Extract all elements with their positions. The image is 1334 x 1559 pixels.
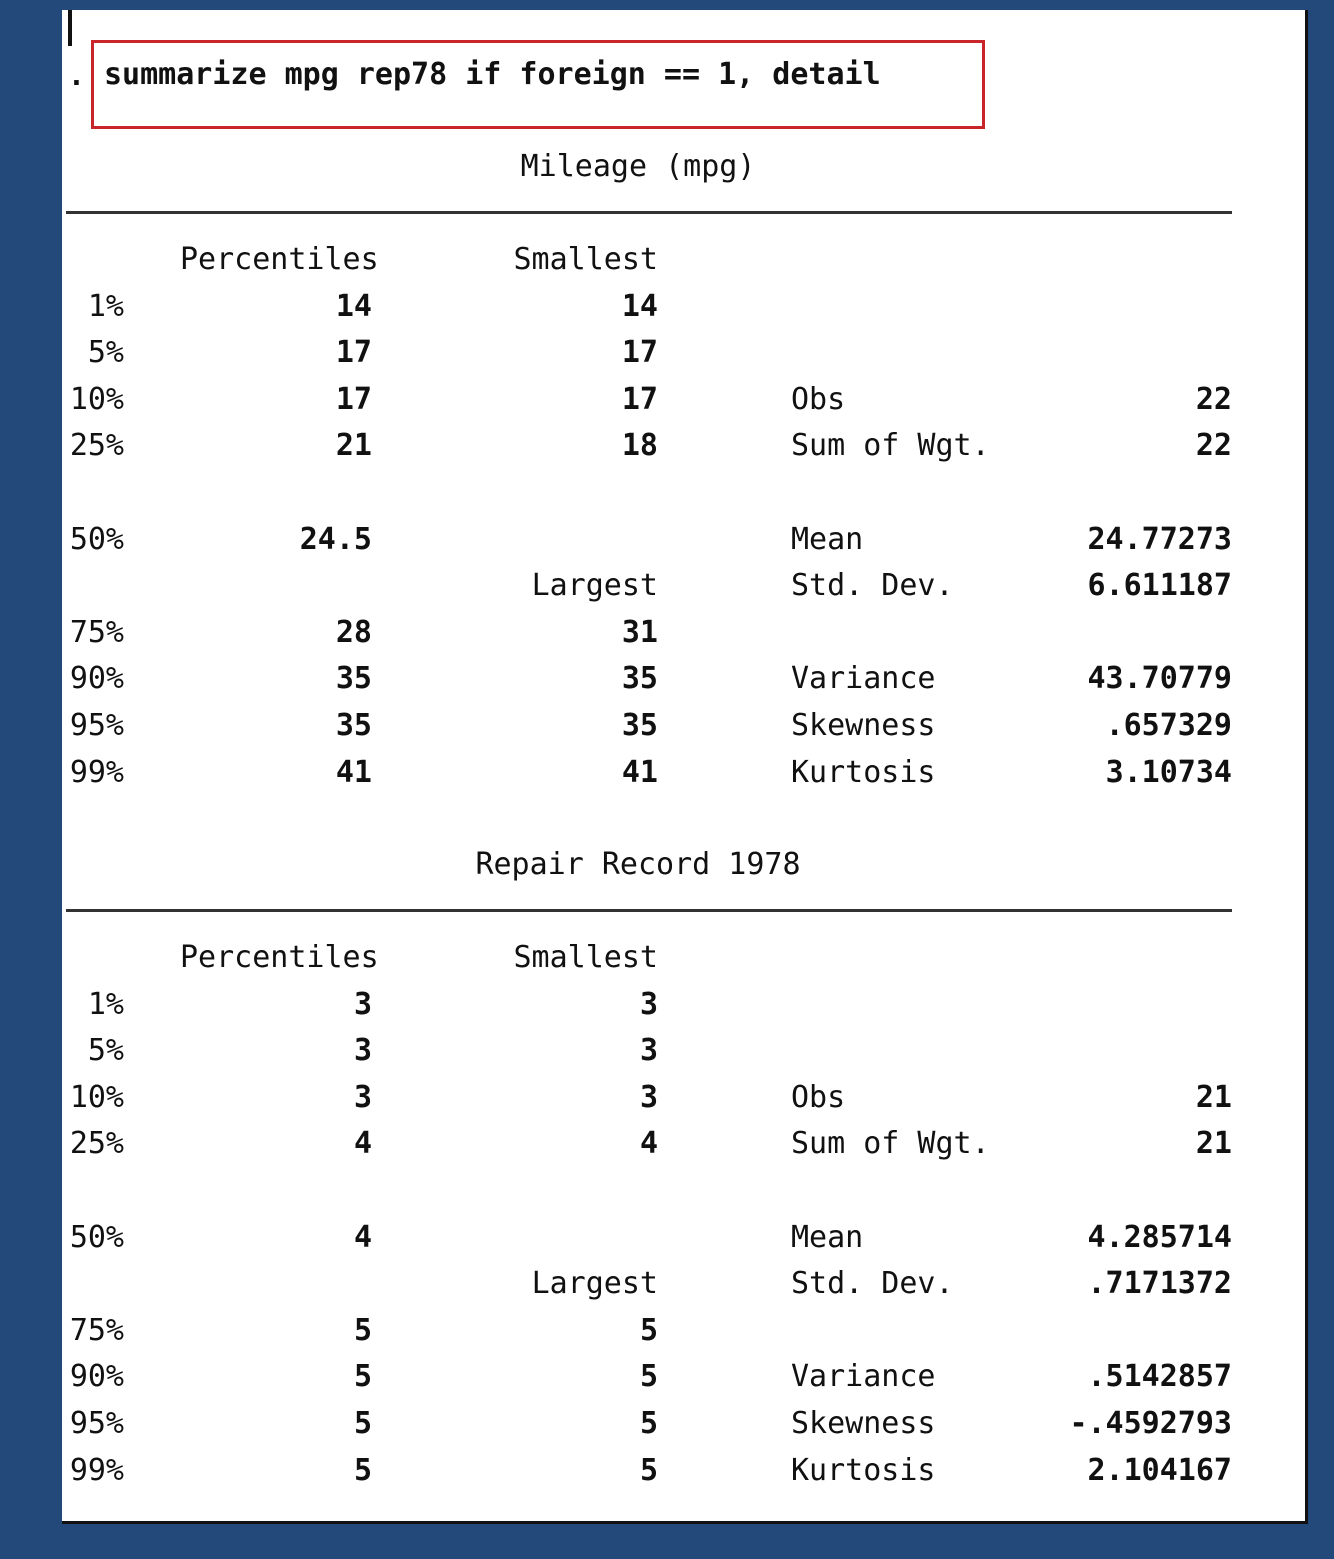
percentile-value: 35	[335, 661, 372, 697]
stat-value: .5142857	[1087, 1359, 1232, 1395]
stat-value: 4.285714	[1087, 1219, 1232, 1255]
percentile-value: 17	[335, 381, 372, 417]
stat-label: Mean	[791, 1219, 864, 1255]
extreme-value: 41	[621, 754, 658, 790]
smallest-header: Smallest	[513, 242, 658, 277]
percentile-label: 75%	[69, 614, 124, 650]
stat-label: Mean	[791, 521, 864, 557]
stat-value: .657329	[1105, 708, 1232, 743]
extreme-value: 3	[639, 1079, 658, 1115]
smallest-header: Smallest	[513, 940, 658, 975]
percentile-label: 90%	[69, 661, 124, 697]
extreme-value: 4	[639, 1126, 658, 1162]
table-divider	[66, 211, 1232, 214]
percentile-value: 4	[353, 1126, 372, 1162]
stat-label: Skewness	[791, 1406, 936, 1441]
stat-value: 21	[1195, 1079, 1232, 1115]
percentile-value: 3	[353, 1079, 372, 1115]
extreme-value: 35	[621, 661, 658, 697]
percentile-value: 14	[335, 288, 372, 324]
percentile-label: 5%	[87, 1033, 124, 1069]
table-title: Repair Record 1978	[475, 847, 801, 882]
stat-value: 3.10734	[1105, 754, 1232, 790]
stat-label: Skewness	[791, 708, 936, 743]
extreme-value: 3	[639, 1033, 658, 1069]
stat-label: Std. Dev.	[791, 1266, 954, 1302]
command-line[interactable]: summarize mpg rep78 if foreign == 1, detail	[104, 57, 881, 92]
extreme-value: 35	[621, 708, 658, 743]
percentile-label: 75%	[69, 1312, 124, 1348]
extreme-value: 17	[621, 335, 658, 371]
percentile-value: 28	[335, 614, 372, 650]
extreme-value: 17	[621, 381, 658, 417]
percentile-label: 50%	[69, 1219, 124, 1255]
percentile-value: 4	[353, 1219, 372, 1255]
percentile-label: 1%	[87, 986, 124, 1022]
extreme-value: 3	[639, 986, 658, 1022]
percentiles-header: Percentiles	[180, 242, 379, 277]
command-prompt: .	[68, 59, 85, 92]
percentile-label: 5%	[87, 335, 124, 371]
percentile-value: 3	[353, 1033, 372, 1069]
extreme-value: 18	[621, 428, 658, 464]
percentile-value: 5	[353, 1406, 372, 1441]
percentile-label: 95%	[69, 1406, 124, 1441]
percentile-label: 99%	[69, 754, 124, 790]
percentile-label: 10%	[69, 381, 124, 417]
stat-label: Obs	[791, 381, 846, 417]
stat-label: Obs	[791, 1079, 846, 1115]
stat-value: 22	[1195, 428, 1232, 464]
percentile-label: 10%	[69, 1079, 124, 1115]
largest-header: Largest	[531, 1266, 658, 1302]
extreme-value: 5	[639, 1452, 658, 1488]
percentile-value: 21	[335, 428, 372, 464]
table-title: Mileage (mpg)	[520, 149, 756, 184]
stat-value: 22	[1195, 381, 1232, 417]
stat-label: Sum of Wgt.	[791, 428, 990, 464]
percentile-label: 25%	[69, 1126, 124, 1162]
percentile-value: 41	[335, 754, 372, 790]
stat-value: .7171372	[1087, 1266, 1232, 1302]
percentile-value: 35	[335, 708, 372, 743]
stat-label: Kurtosis	[791, 754, 936, 790]
percentile-label: 1%	[87, 288, 124, 324]
percentile-label: 99%	[69, 1452, 124, 1488]
window-edge-marker	[68, 10, 72, 46]
extreme-value: 5	[639, 1312, 658, 1348]
stat-label: Std. Dev.	[791, 568, 954, 604]
stat-value: 21	[1195, 1126, 1232, 1162]
stat-value: 43.70779	[1087, 661, 1232, 697]
percentile-value: 5	[353, 1359, 372, 1395]
stat-value: -.4592793	[1069, 1406, 1232, 1441]
percentile-label: 50%	[69, 521, 124, 557]
percentile-value: 5	[353, 1452, 372, 1488]
extreme-value: 31	[621, 614, 658, 650]
stat-value: 24.77273	[1087, 521, 1232, 557]
stat-label: Variance	[791, 1359, 936, 1395]
percentiles-header: Percentiles	[180, 940, 379, 975]
largest-header: Largest	[531, 568, 658, 604]
extreme-value: 5	[639, 1359, 658, 1395]
percentile-label: 90%	[69, 1359, 124, 1395]
stat-label: Sum of Wgt.	[791, 1126, 990, 1162]
percentile-label: 95%	[69, 708, 124, 743]
table-divider	[66, 909, 1232, 912]
percentile-value: 5	[353, 1312, 372, 1348]
percentile-value: 24.5	[299, 521, 372, 557]
stat-label: Variance	[791, 661, 936, 697]
percentile-label: 25%	[69, 428, 124, 464]
extreme-value: 14	[621, 288, 658, 324]
stat-value: 6.611187	[1087, 568, 1232, 604]
stat-value: 2.104167	[1087, 1452, 1232, 1488]
extreme-value: 5	[639, 1406, 658, 1441]
percentile-value: 17	[335, 335, 372, 371]
percentile-value: 3	[353, 986, 372, 1022]
stat-label: Kurtosis	[791, 1452, 936, 1488]
